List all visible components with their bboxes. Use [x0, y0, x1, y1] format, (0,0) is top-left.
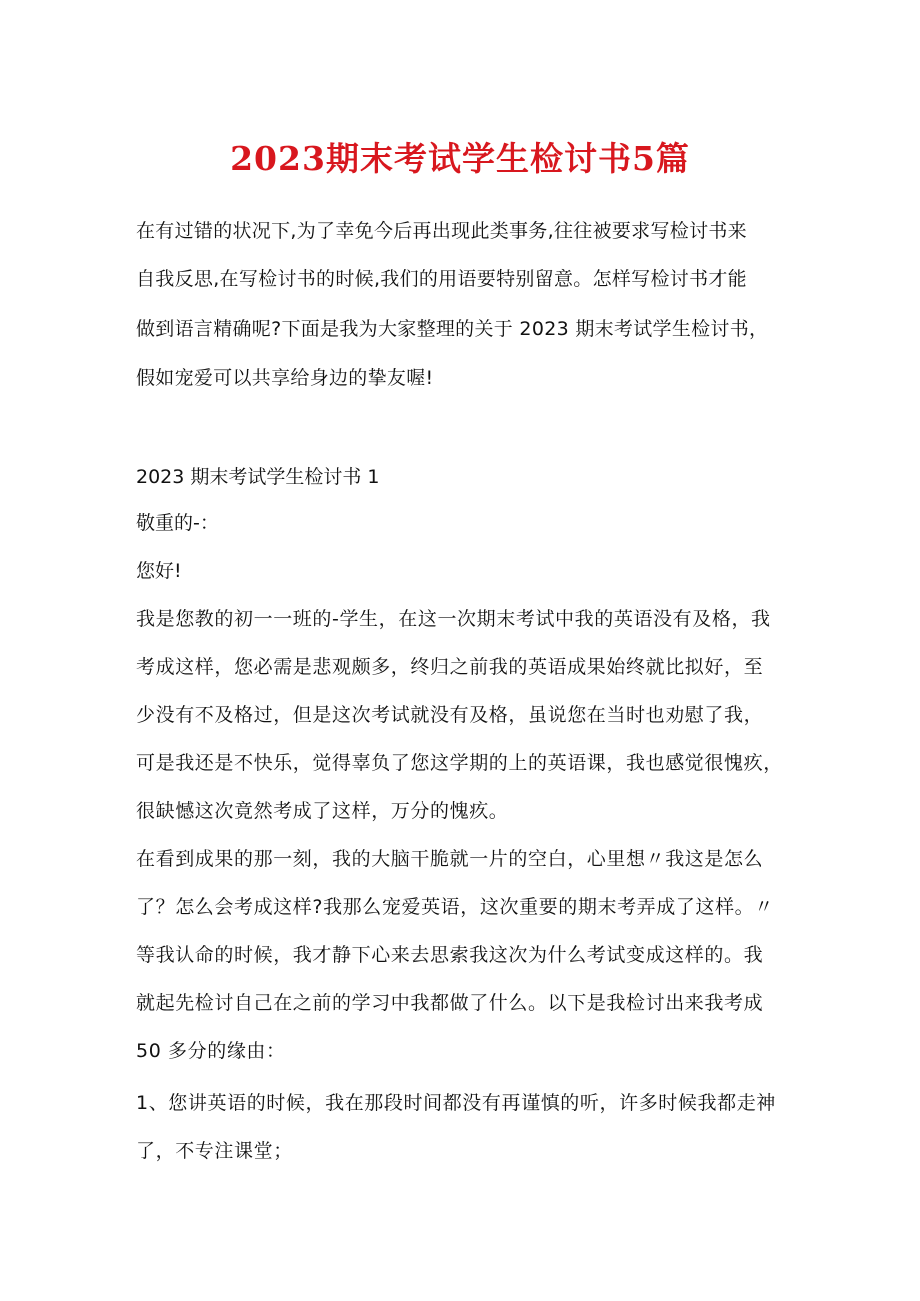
- paragraph1-line-3: 少没有不及格过，但是这次考试就没有及格，虽说您在当时也劝慰了我，: [136, 704, 764, 726]
- salutation: 敬重的-：: [136, 512, 219, 534]
- intro-line-4: 假如宠爱可以共享给身边的挚友喔!: [136, 367, 434, 389]
- paragraph2-line-4: 就起先检讨自己在之前的学习中我都做了什么。以下是我检讨出来我考成: [136, 992, 764, 1014]
- paragraph1-line-2: 考成这样，您必需是悲观颇多，终归之前我的英语成果始终就比拟好，至: [136, 656, 764, 678]
- paragraph2-line-2: 了？怎么会考成这样?我那么宠爱英语，这次重要的期末考弄成了这样。〃: [136, 896, 774, 918]
- paragraph2-line-5: 50 多分的缘由：: [136, 1040, 286, 1062]
- greeting: 您好!: [136, 560, 182, 582]
- paragraph1-line-1: 我是您教的初一一班的-学生，在这一次期末考试中我的英语没有及格，我: [136, 608, 771, 630]
- intro-line-3: 做到语言精确呢?下面是我为大家整理的关于 2023 期末考试学生检讨书，: [136, 318, 769, 340]
- paragraph2-line-3: 等我认命的时候，我才静下心来去思索我这次为什么考试变成这样的。我: [136, 944, 764, 966]
- list-item-1-line-2: 了，不专注课堂；: [136, 1140, 293, 1162]
- paragraph1-line-5: 很缺憾这次竟然考成了这样，万分的愧疚。: [136, 800, 509, 822]
- intro-line-1: 在有过错的状况下,为了幸免今后再出现此类事务,往往被要求写检讨书来: [136, 220, 747, 242]
- paragraph2-line-1: 在看到成果的那一刻，我的大脑干脆就一片的空白，心里想〃我这是怎么: [136, 848, 764, 870]
- intro-line-2: 自我反思,在写检讨书的时候,我们的用语要特别留意。怎样写检讨书才能: [136, 268, 747, 290]
- section-heading: 2023 期末考试学生检讨书 1: [136, 466, 380, 488]
- list-item-1-line-1: 1、您讲英语的时候，我在那段时间都没有再谨慎的听，许多时候我都走神: [136, 1092, 776, 1114]
- paragraph1-line-4: 可是我还是不快乐，觉得辜负了您这学期的上的英语课，我也感觉很愧疚，: [136, 752, 783, 774]
- document-title: 2023期末考试学生检讨书5篇: [230, 139, 690, 178]
